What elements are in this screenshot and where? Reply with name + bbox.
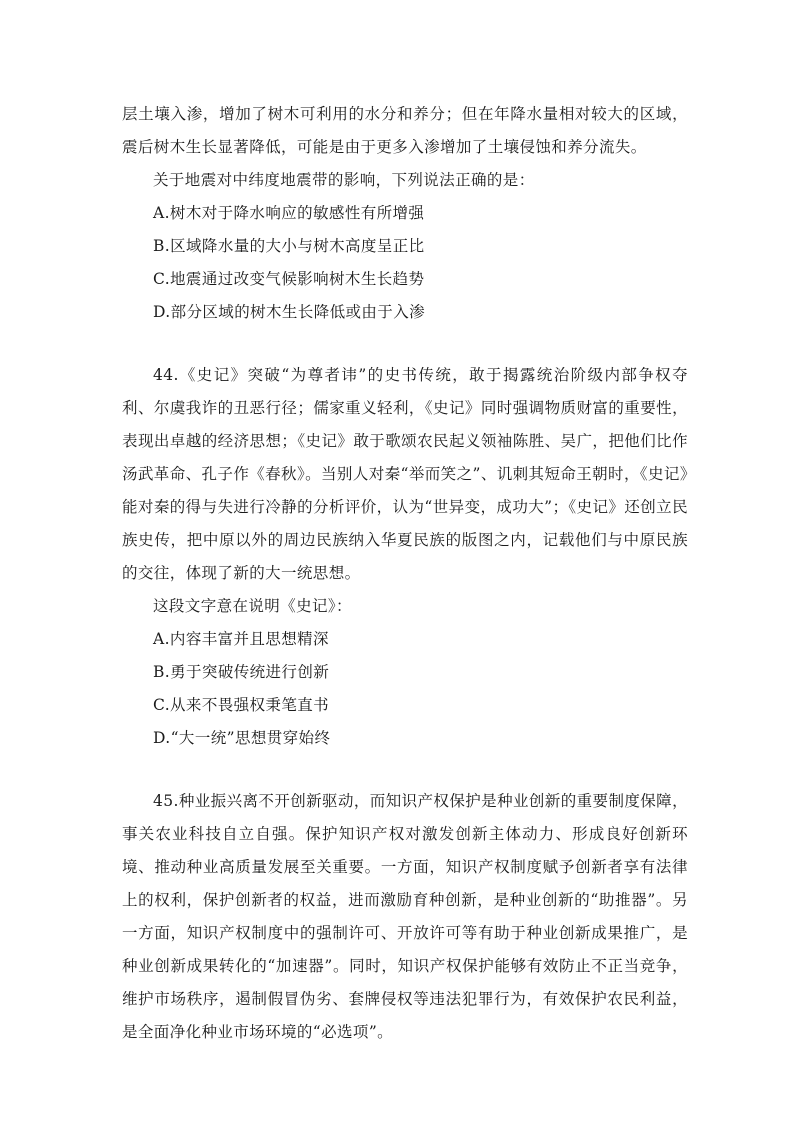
question-44-passage: 44.《史记》突破“为尊者讳”的史书传统，敢于揭露统治阶级内部争权夺利、尔虞我诈的丑恶行径；儒家重义轻利，《史记》同时强调物质财富的重要性，表现出卓越的经济思想；《史记》敢于歌颂农民起义领袖陈胜、吴广，把他们比作汤武革命、孔子作《春秋》。当别人对秦“举而笑之”、讥刺其短命王朝时，《史记》能对秦的得与失进行冷静的分析评价，认为“世异变，成功大”；《史记》还创立民族史传，把中原以外的周边民族纳入华夏民族的版图之内，记载他们与中原民族的交往，体现了新的大一统思想。 [122, 366, 688, 582]
passage-continuation: 层土壤入渗，增加了树木可利用的水分和养分；但在年降水量相对较大的区域，震后树木生长显著降低，可能是由于更多入渗增加了土壤侵蚀和养分流失。 [122, 105, 688, 156]
question-44-stem: 这段文字意在说明《史记》： [153, 597, 352, 615]
option-b: B.区域降水量的大小与树木高度呈正比 [153, 237, 425, 255]
option-c: C.地震通过改变气候影响树木生长趋势 [153, 270, 425, 288]
question-44-option-c: C.从来不畏强权秉笔直书 [153, 696, 330, 714]
question-44-option-b: B.勇于突破传统进行创新 [153, 663, 330, 681]
option-d: D.部分区域的树木生长降低或由于入渗 [153, 303, 426, 321]
question-stem: 关于地震对中纬度地震带的影响，下列说法正确的是： [153, 171, 535, 189]
question-45-passage: 45.种业振兴离不开创新驱动，而知识产权保护是种业创新的重要制度保障，事关农业科技自立自强。保护知识产权对激发创新主体动力、形成良好创新环境、推动种业高质量发展至关重要。一方面，知识产权制度赋予创新者享有法律上的权利，保护创新者的权益，进而激励育种创新，是种业创新的“助推器”。另一方面，知识产权制度中的强制许可、开放许可等有助于种业创新成果推广，是种业创新成果转化的“加速器”。同时，知识产权保护能够有效防止不正当竞争，维护市场秩序，遏制假冒伪劣、套牌侵权等违法犯罪行为，有效保护农民利益，是全面净化种业市场环境的“必选项”。 [122, 792, 688, 1041]
option-a: A.树木对于降水响应的敏感性有所增强 [153, 204, 425, 222]
section-gap [122, 755, 688, 785]
section-gap [122, 329, 688, 359]
question-44-option-a: A.内容丰富并且思想精深 [153, 630, 329, 648]
question-44-option-d: D.“大一统”思想贯穿始终 [153, 729, 331, 747]
